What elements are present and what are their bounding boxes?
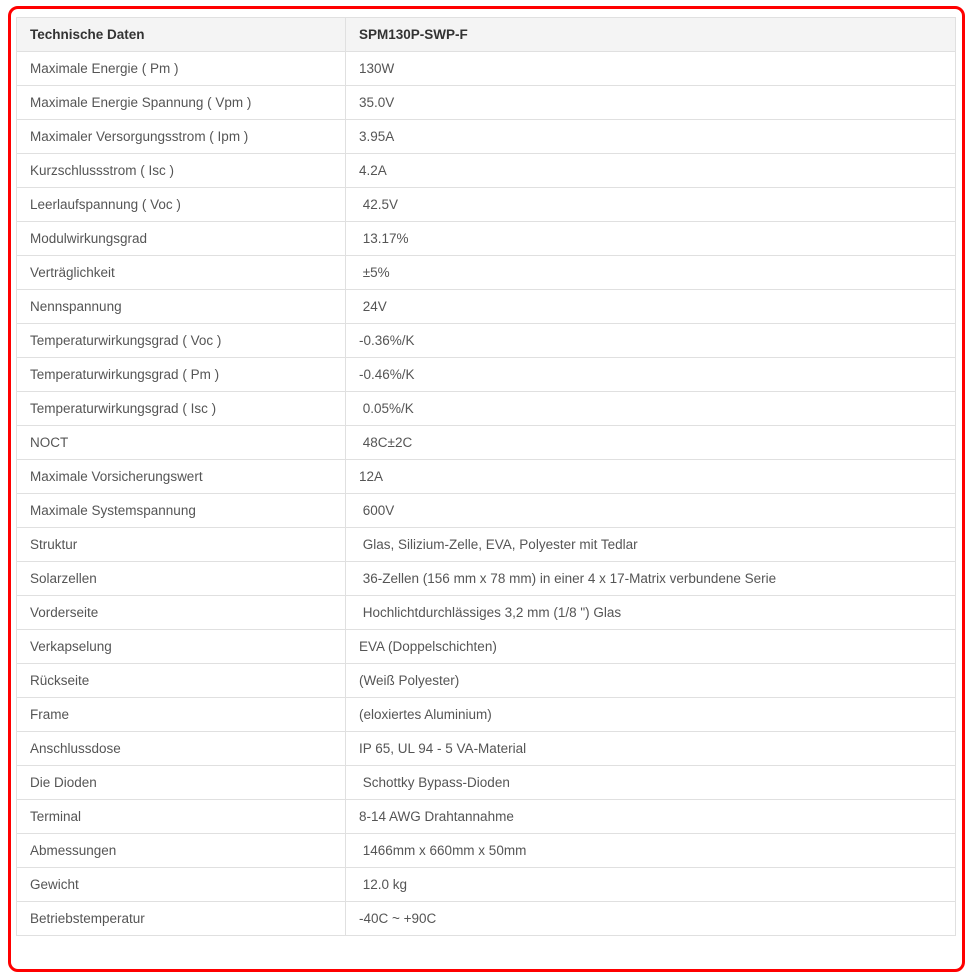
- table-row: [17, 494, 956, 528]
- row-label: Kurzschlussstrom ( Isc ): [17, 154, 346, 188]
- table-row: [17, 868, 956, 902]
- row-value: 48C±2C: [346, 426, 956, 460]
- row-value: 36-Zellen (156 mm x 78 mm) in einer 4 x 17-Matrix verbundene Serie: [346, 562, 956, 596]
- table-row: [17, 630, 956, 664]
- row-label: Die Dioden: [17, 766, 346, 800]
- row-label: Gewicht: [17, 868, 346, 902]
- row-label: Maximale Systemspannung: [17, 494, 346, 528]
- row-value: 8-14 AWG Drahtannahme: [346, 800, 956, 834]
- row-value: -40C ~ +90C: [346, 902, 956, 936]
- table-row: [17, 154, 956, 188]
- table-row: [17, 222, 956, 256]
- row-label: Maximaler Versorgungsstrom ( Ipm ): [17, 120, 346, 154]
- table-row: [17, 902, 956, 936]
- row-value: Hochlichtdurchlässiges 3,2 mm (1/8 ") Glas: [346, 596, 956, 630]
- row-label: Anschlussdose: [17, 732, 346, 766]
- row-value: 24V: [346, 290, 956, 324]
- table-row: [17, 52, 956, 86]
- red-border-frame: [8, 6, 965, 972]
- row-label: Rückseite: [17, 664, 346, 698]
- header-cell-technische-daten: Technische Daten: [17, 18, 346, 52]
- row-label: Nennspannung: [17, 290, 346, 324]
- table-row: [17, 256, 956, 290]
- row-label: Terminal: [17, 800, 346, 834]
- row-value: 600V: [346, 494, 956, 528]
- table-row: [17, 86, 956, 120]
- row-label: Temperaturwirkungsgrad ( Pm ): [17, 358, 346, 392]
- row-value: 4.2A: [346, 154, 956, 188]
- row-label: Maximale Energie Spannung ( Vpm ): [17, 86, 346, 120]
- table-row: [17, 290, 956, 324]
- table-row: [17, 596, 956, 630]
- row-label: Maximale Energie ( Pm ): [17, 52, 346, 86]
- row-label: Frame: [17, 698, 346, 732]
- row-label: Maximale Vorsicherungswert: [17, 460, 346, 494]
- table-row: [17, 528, 956, 562]
- table-row: [17, 664, 956, 698]
- row-label: Abmessungen: [17, 834, 346, 868]
- table-row: [17, 426, 956, 460]
- row-label: Modulwirkungsgrad: [17, 222, 346, 256]
- table-row: [17, 698, 956, 732]
- row-value: 35.0V: [346, 86, 956, 120]
- technical-data-table: [16, 17, 956, 936]
- row-label: Struktur: [17, 528, 346, 562]
- row-value: Glas, Silizium-Zelle, EVA, Polyester mit Tedlar: [346, 528, 956, 562]
- row-value: Schottky Bypass-Dioden: [346, 766, 956, 800]
- row-value: 12A: [346, 460, 956, 494]
- row-label: Solarzellen: [17, 562, 346, 596]
- row-value: -0.36%/K: [346, 324, 956, 358]
- table-row: [17, 460, 956, 494]
- row-label: NOCT: [17, 426, 346, 460]
- row-value: IP 65, UL 94 - 5 VA-Material: [346, 732, 956, 766]
- table-row: [17, 834, 956, 868]
- row-value: (eloxiertes Aluminium): [346, 698, 956, 732]
- row-label: Vorderseite: [17, 596, 346, 630]
- table-row: [17, 120, 956, 154]
- row-value: 3.95A: [346, 120, 956, 154]
- table-row: [17, 392, 956, 426]
- row-value: 1466mm x 660mm x 50mm: [346, 834, 956, 868]
- table-body: [17, 52, 956, 936]
- row-value: -0.46%/K: [346, 358, 956, 392]
- table-row: [17, 766, 956, 800]
- table-row: [17, 324, 956, 358]
- row-value: 12.0 kg: [346, 868, 956, 902]
- header-cell-model: SPM130P-SWP-F: [346, 18, 956, 52]
- row-value: 0.05%/K: [346, 392, 956, 426]
- row-value: 13.17%: [346, 222, 956, 256]
- row-label: Betriebstemperatur: [17, 902, 346, 936]
- table-row: [17, 732, 956, 766]
- table-row: [17, 562, 956, 596]
- table-row: [17, 358, 956, 392]
- row-label: Temperaturwirkungsgrad ( Voc ): [17, 324, 346, 358]
- row-label: Leerlaufspannung ( Voc ): [17, 188, 346, 222]
- table-row: [17, 800, 956, 834]
- row-label: Temperaturwirkungsgrad ( Isc ): [17, 392, 346, 426]
- table-header-row: [17, 18, 956, 52]
- row-label: Verkapselung: [17, 630, 346, 664]
- row-value: 130W: [346, 52, 956, 86]
- row-value: EVA (Doppelschichten): [346, 630, 956, 664]
- row-value: ±5%: [346, 256, 956, 290]
- table-row: [17, 188, 956, 222]
- row-label: Verträglichkeit: [17, 256, 346, 290]
- row-value: 42.5V: [346, 188, 956, 222]
- row-value: (Weiß Polyester): [346, 664, 956, 698]
